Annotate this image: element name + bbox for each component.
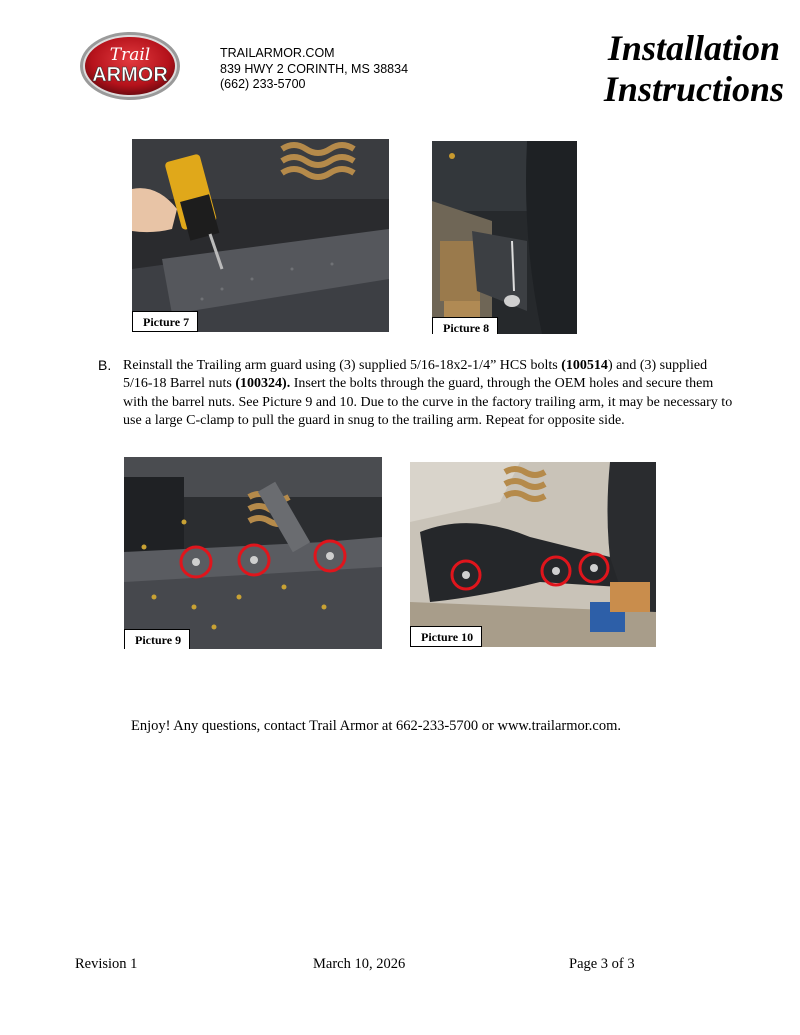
part-number-bolt: (100514: [561, 358, 608, 373]
picture-8-caption: Picture 8: [432, 317, 498, 334]
picture-8-photo: [432, 141, 577, 334]
picture-7-caption: Picture 7: [132, 311, 198, 332]
title-line-1: Installation: [607, 28, 780, 68]
logo-text-trail: Trail: [109, 45, 151, 65]
step-b-text-3: Insert the bolts through the guard, through the OEM holes and secure them with the barrel nuts. See Picture 9 and 10. Due to the curve in the factory trailing arm, it may be necessary to use a large C-clamp to pull the guard in snug to the trailing arm. Repeat for opposite side.: [123, 376, 733, 428]
picture-9-photo: [124, 457, 382, 649]
footer-revision: Revision 1: [75, 956, 138, 972]
footer-page-number: Page 3 of 3: [569, 956, 635, 972]
page-title: [604, 28, 784, 110]
step-b-text: [123, 357, 733, 430]
trail-armor-logo: [78, 30, 182, 102]
company-phone: (662) 233-5700: [220, 77, 306, 91]
company-info: [220, 46, 408, 93]
picture-9-caption: Picture 9: [124, 629, 190, 649]
step-b-text-1: Reinstall the Trailing arm guard using (3) supplied 5/16-18x2-1/4” HCS bolts: [123, 358, 562, 373]
picture-7-photo: [132, 139, 389, 332]
picture-10-photo: [410, 462, 656, 647]
step-letter: B.: [98, 357, 112, 373]
company-address: 839 HWY 2 CORINTH, MS 38834: [220, 61, 409, 76]
footer-date: March 10, 2026: [313, 956, 406, 972]
logo-text-armor: ARMOR: [92, 64, 168, 86]
company-website: TRAILARMOR.COM: [220, 46, 335, 60]
closing-contact-line: Enjoy! Any questions, contact Trail Armor at 662-233-5700 or www.trailarmor.com.: [131, 718, 621, 734]
part-number-nut: (100324).: [235, 376, 291, 392]
picture-10-caption: Picture 10: [410, 626, 482, 647]
title-line-2: Instructions: [603, 69, 784, 109]
step-b-text-2: ) and (3) supplied 5/16-18 Barrel nuts: [123, 358, 708, 392]
